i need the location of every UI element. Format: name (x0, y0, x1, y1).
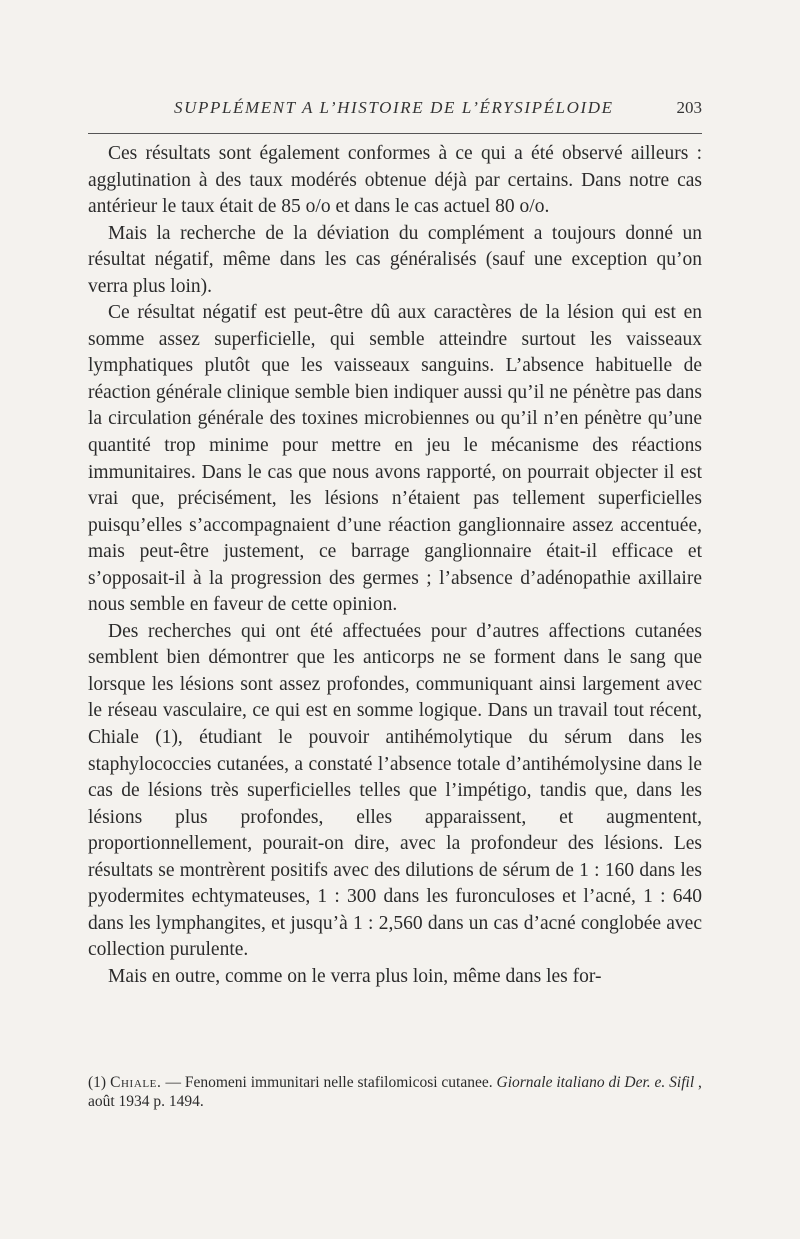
running-title: SUPPLÉMENT A L’HISTOIRE DE L’ÉRYSIPÉLOIDE (174, 98, 614, 117)
footnote-journal: Giornale italiano di Der. e. Sifil (496, 1074, 695, 1091)
running-head (90, 98, 702, 124)
footnote-date: , août 1934 p. 1494. (88, 1074, 702, 1110)
page-number: 203 (676, 98, 702, 117)
paragraph-5: Mais en outre, comme on le verra plus loin, même dans les for- (108, 965, 602, 987)
paragraph-4: Des recherches qui ont été affectuées pour d’autres affections cutanées semblent bien démontrer que les anticorps ne se forment dans le sang que lorsque les lésions sont assez profondes, communiquant ainsi largement avec le réseau vasculaire, ce qui est en somme logique. Dans un travail tout récent, Chiale (1), étudiant le pouvoir antihémolytique du sérum dans les staphylococcies cutanées, a constaté l’absence totale d’antihémolysine dans le cas de lésions très superficielles telles que l’impétigo, tandis que, dans les lésions plus profondes, elles apparaissent, et augmentent, proportionnellement, pourait-on dire, avec la profondeur des lésions. Les résultats se montrèrent positifs avec des dilutions de sérum de 1 : 160 dans les pyodermites echtymateuses, 1 : 300 dans les furonculoses et l’acné, 1 : 640 dans les lymphangites, et jusqu’à 1 : 2,560 dans un cas d’acné conglobée avec collection purulente. (88, 620, 702, 961)
paragraph-2: Mais la recherche de la déviation du complément a toujours donné un résultat négatif, même dans les cas généralisés (sauf une exception qu’on verra plus loin). (88, 222, 702, 297)
footnote-mark: (1) (88, 1074, 107, 1091)
paragraph-1: Ces résultats sont également conformes à ce qui a été observé ailleurs : agglutination à des taux modérés obtenue déjà par certains. Dans notre cas antérieur le taux était de 85 o/o et dans le cas actuel 80 o/o. (88, 143, 702, 218)
body-text (88, 141, 702, 991)
footnote-author: Chiale. (110, 1074, 162, 1091)
footnote-1 (88, 1073, 702, 1111)
header-rule (88, 133, 702, 134)
footnotes (88, 1073, 702, 1111)
footnote-text: — Fenomeni immunitari nelle stafilomicosi cutanee. (165, 1074, 493, 1091)
paragraph-3: Ce résultat négatif est peut-être dû aux caractères de la lésion qui est en somme assez superficielle, qui semble atteindre surtout les vaisseaux lymphatiques plutôt que les vaisseaux sanguins. L’absence habituelle de réaction générale clinique semble bien indiquer aussi qu’il ne pénètre pas dans la circulation générale des toxines microbiennes ou qu’il n’en pénètre qu’une quantité trop minime pour mettre en jeu le mécanisme des réactions immunitaires. Dans le cas que nous avons rapporté, on pourrait objecter il est vrai que, précisément, les lésions n’étaient pas tellement superficielles puisqu’elles s’accompagnaient d’une réaction ganglionnaire assez accentuée, mais peut-être justement, ce barrage ganglionnaire était-il efficace et s’opposait-il à la progression des germes ; l’absence d’adénopathie axillaire nous semble en faveur de cette opinion. (88, 302, 702, 616)
